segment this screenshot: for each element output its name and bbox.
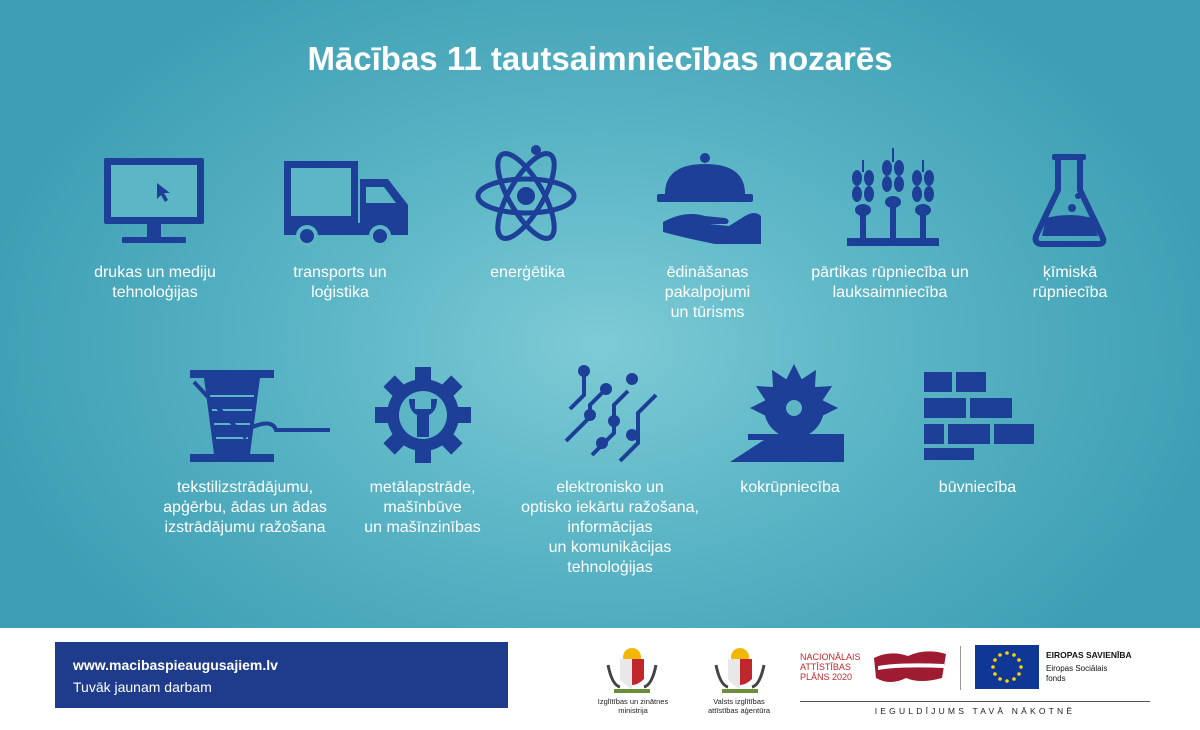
sector-label: pārtikas rūpniecība un lauksaimniecība <box>811 264 969 301</box>
circular-saw-icon <box>728 362 846 466</box>
website-link[interactable]: www.macibaspieaugusajiem.lv <box>73 657 278 673</box>
page-title: Mācības 11 tautsaimniecības nozarēs <box>307 40 893 77</box>
sector-label: ķīmiskā rūpniecība <box>1032 264 1108 301</box>
circuit-icon <box>562 365 662 465</box>
divider <box>960 646 961 690</box>
website-banner[interactable] <box>55 642 508 708</box>
divider <box>800 701 1150 702</box>
computer-monitor-icon <box>100 155 208 247</box>
sector-label: kokrūpniecība <box>740 479 840 496</box>
gear-wrench-icon <box>374 366 472 464</box>
bricks-icon <box>922 370 1036 462</box>
sector-label: elektronisko un optisko iekārtu ražošana, informācijas un komunikācijas tehnoloģijas <box>521 479 699 576</box>
thread-spool-icon <box>186 368 332 464</box>
serving-cloche-icon <box>655 152 765 248</box>
ministry-name: Izglītības un zinātnes ministrija <box>597 697 669 715</box>
slogan: IEGULDĪJUMS TAVĀ NĀKOTNĒ <box>874 706 1076 716</box>
sector-label: ēdināšanas pakalpojumi un tūrisms <box>664 264 751 321</box>
coat-of-arms-icon <box>604 645 660 695</box>
coat-of-arms-icon <box>712 645 768 695</box>
flask-icon <box>1030 152 1110 248</box>
latvia-map-icon <box>870 648 950 688</box>
eu-fund: Eiropas Sociālais fonds <box>1046 664 1108 683</box>
agency-name: Valsts izglītības attīstības aģentūra <box>707 697 771 715</box>
atom-icon <box>474 140 578 252</box>
sector-label: drukas un mediju tehnoloģijas <box>94 264 216 301</box>
nap2020-text: NACIONĀLAIS ATTĪSTĪBAS PLĀNS 2020 <box>800 652 861 682</box>
eu-flag-icon <box>975 645 1039 689</box>
wheat-icon <box>843 148 943 250</box>
sector-label: transports un loģistika <box>293 264 387 301</box>
sector-label: tekstilizstrādājumu, apģērbu, ādas un ādas izstrādājumu ražošana <box>163 479 327 536</box>
sector-label: būvniecība <box>938 479 1017 496</box>
tagline: Tuvāk jaunam darbam <box>73 679 212 695</box>
sector-label: metālapstrāde, mašīnbūve un mašīnzinības <box>364 479 481 536</box>
truck-icon <box>280 157 412 249</box>
eu-title: EIROPAS SAVIENĪBA <box>1046 650 1132 660</box>
sector-label: enerģētika <box>490 264 565 281</box>
